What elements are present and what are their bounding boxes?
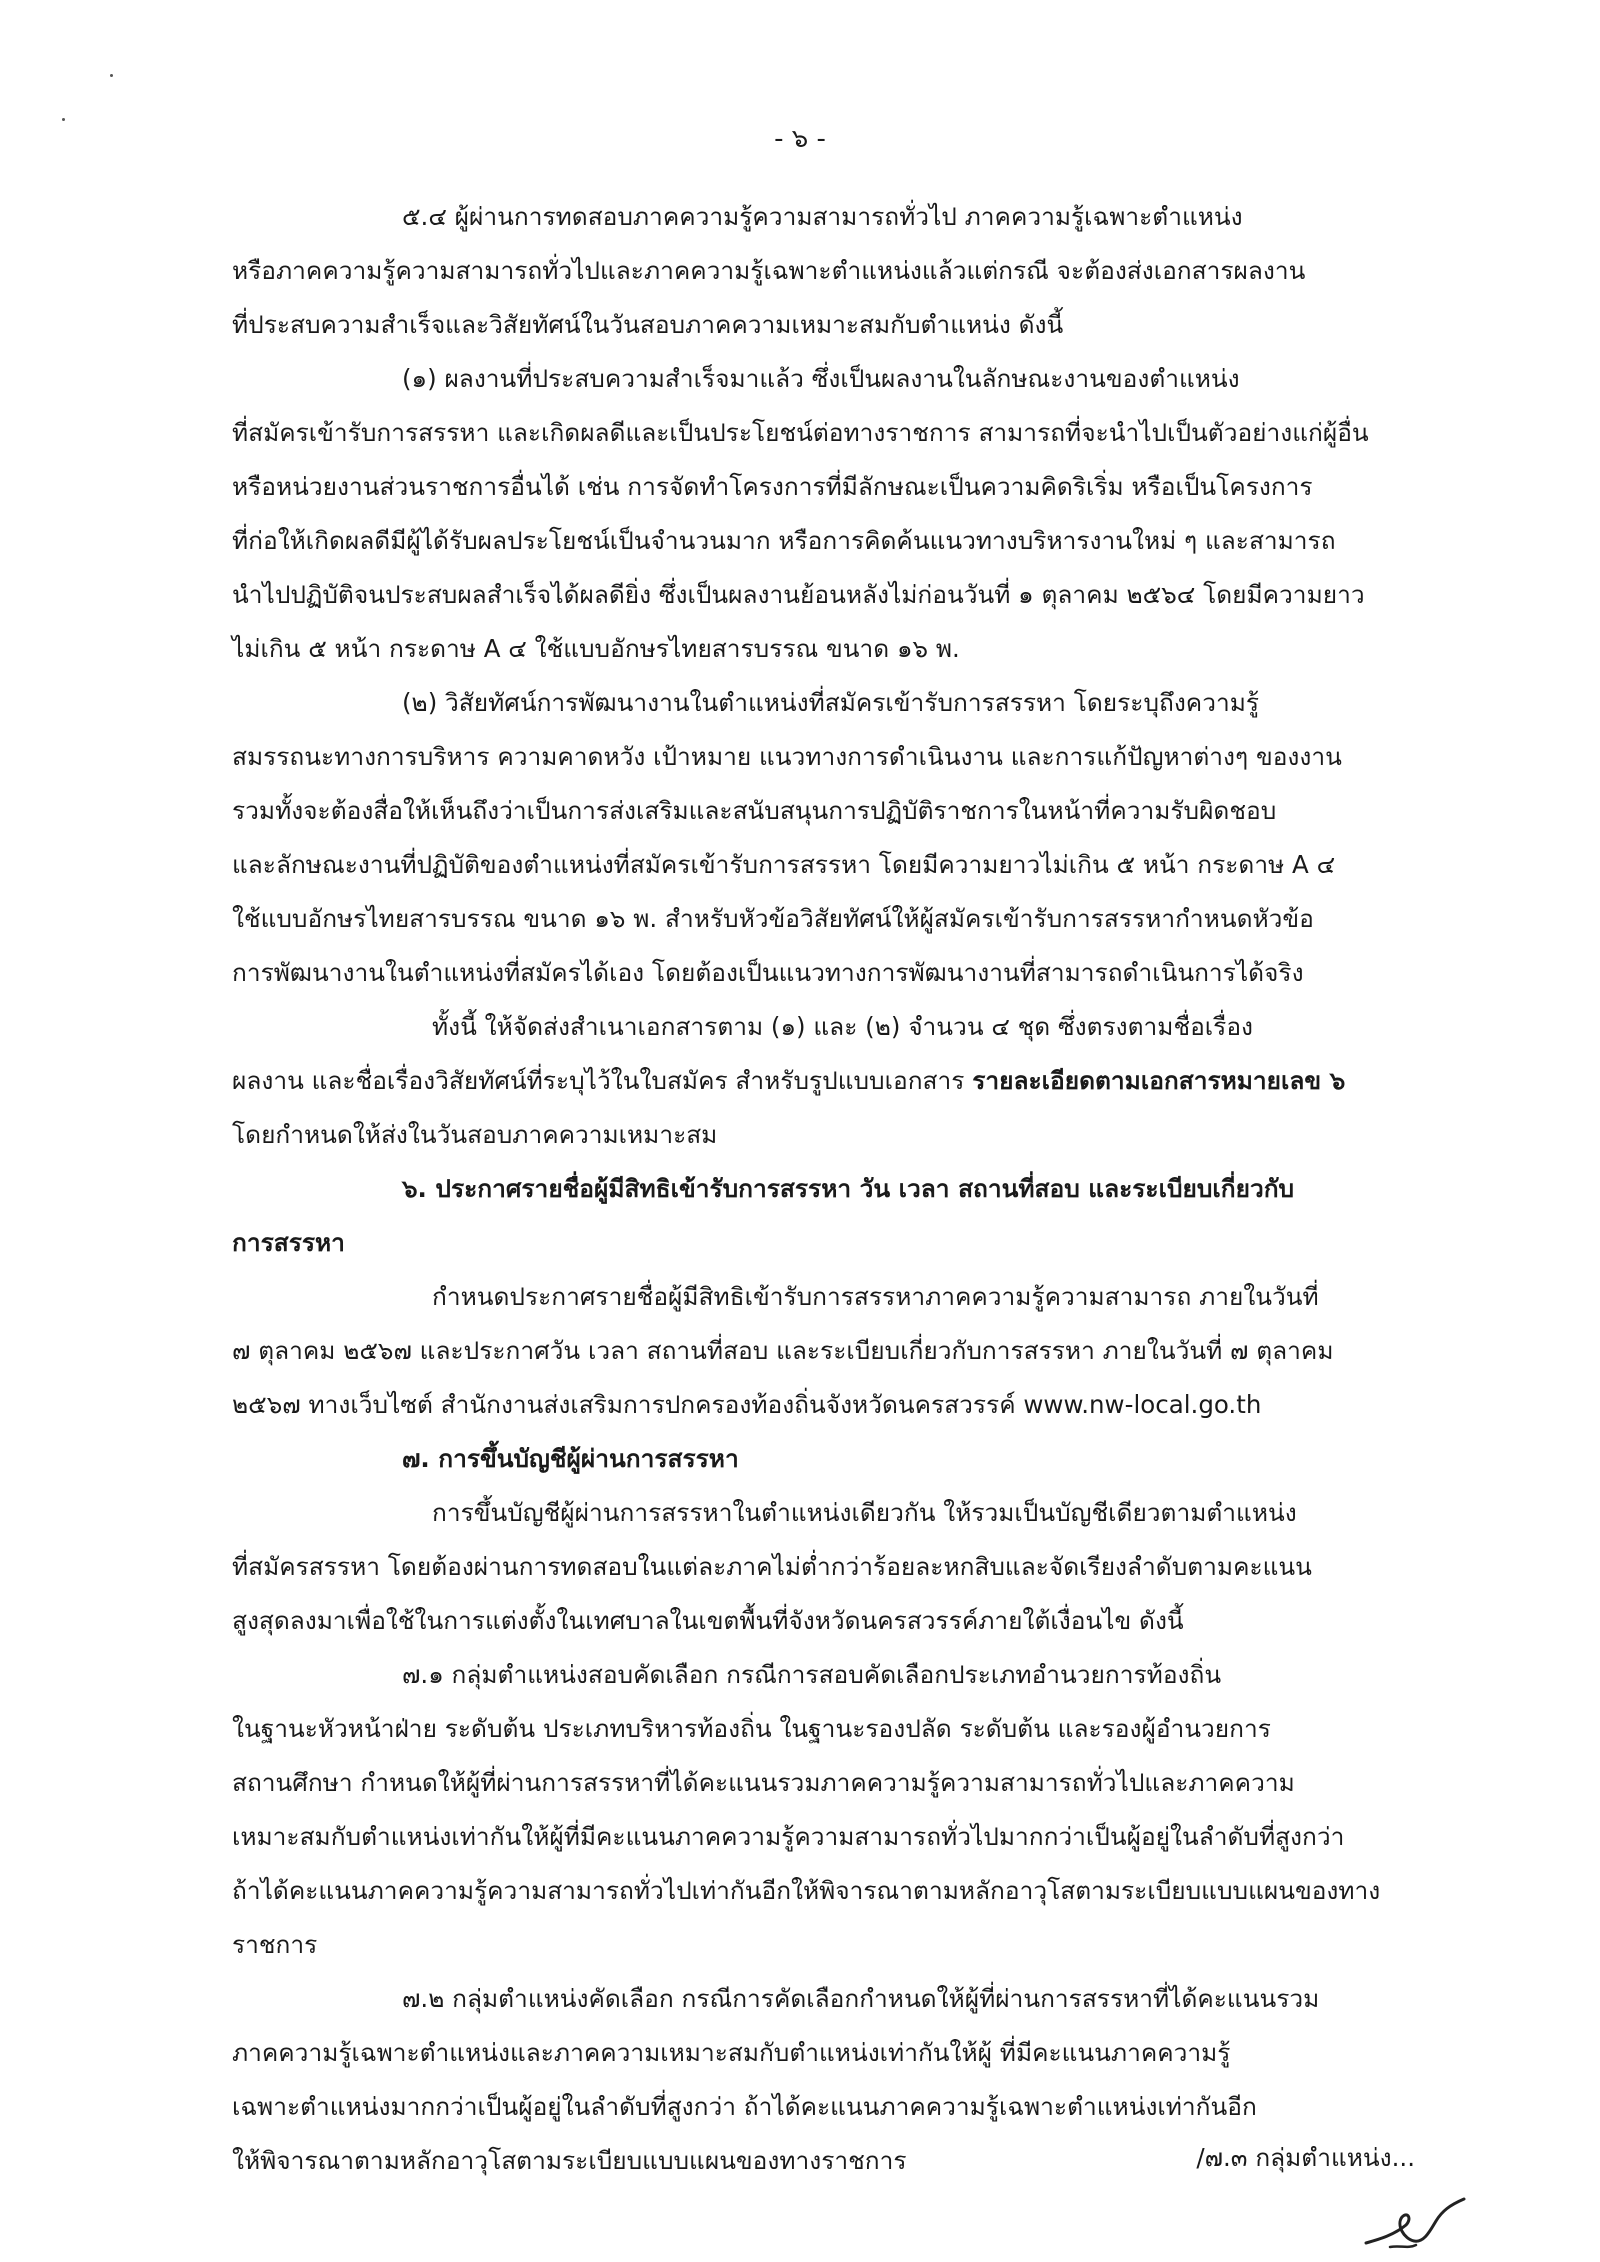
paragraph-line: ราชการ	[232, 1930, 318, 1959]
signature-initial	[1360, 2195, 1470, 2255]
section-heading-7: ๗. การขึ้นบัญชีผู้ผ่านการสรรหา	[402, 1444, 739, 1473]
paragraph-line: ๗.๒ กลุ่มตำแหน่งคัดเลือก กรณีการคัดเลือกกำหนดให้ผู้ที่ผ่านการสรรหาที่ได้คะแนนรวม	[402, 1984, 1320, 2013]
paragraph-line: สถานศึกษา กำหนดให้ผู้ที่ผ่านการสรรหาที่ได้คะแนนรวมภาคความรู้ความสามารถทั่วไปและภาคความ	[232, 1768, 1295, 1797]
paragraph-text: ผลงาน และชื่อเรื่องวิสัยทัศน์ที่ระบุไว้ในใบสมัคร สำหรับรูปแบบเอกสาร	[232, 1066, 965, 1095]
paragraph-line: ๗.๑ กลุ่มตำแหน่งสอบคัดเลือก กรณีการสอบคัดเลือกประเภทอำนวยการท้องถิ่น	[402, 1660, 1222, 1689]
document-reference-bold: รายละเอียดตามเอกสารหมายเลข ๖	[972, 1066, 1346, 1095]
paragraph-line: ทั้งนี้ ให้จัดส่งสำเนาเอกสารตาม (๑) และ (๒) จำนวน ๔ ชุด ซึ่งตรงตามชื่อเรื่อง	[432, 1012, 1254, 1041]
paragraph-line: หรือหน่วยงานส่วนราชการอื่นได้ เช่น การจัดทำโครงการที่มีลักษณะเป็นความคิดริเริ่ม หรือเป็นโครงการ	[232, 472, 1313, 501]
paragraph-line: ถ้าได้คะแนนภาคความรู้ความสามารถทั่วไปเท่ากันอีกให้พิจารณาตามหลักอาวุโสตามระเบียบแบบแผนของทาง	[232, 1876, 1381, 1905]
paragraph-line: นำไปปฏิบัติจนประสบผลสำเร็จได้ผลดียิ่ง ซึ่งเป็นผลงานย้อนหลังไม่ก่อนวันที่ ๑ ตุลาคม ๒๕๖๔ โดยมีความยาว	[232, 580, 1365, 609]
paragraph-line: รวมทั้งจะต้องสื่อให้เห็นถึงว่าเป็นการส่งเสริมและสนับสนุนการปฏิบัติราชการในหน้าที่ความรับผิดชอบ	[232, 796, 1277, 825]
paragraph-line: ๕.๔ ผู้ผ่านการทดสอบภาคความรู้ความสามารถทั่วไป ภาคความรู้เฉพาะตำแหน่ง	[402, 202, 1243, 231]
paragraph-line: การพัฒนางานในตำแหน่งที่สมัครได้เอง โดยต้องเป็นแนวทางการพัฒนางานที่สามารถดำเนินการได้จริง	[232, 958, 1304, 987]
paragraph-line: ไม่เกิน ๕ หน้า กระดาษ A ๔ ใช้แบบอักษรไทยสารบรรณ ขนาด ๑๖ พ.	[232, 634, 960, 663]
paragraph-line: ใช้แบบอักษรไทยสารบรรณ ขนาด ๑๖ พ. สำหรับหัวข้อวิสัยทัศน์ให้ผู้สมัครเข้ารับการสรรหากำหนดหัวข้อ	[232, 904, 1314, 933]
paragraph-line: ในฐานะหัวหน้าฝ่าย ระดับต้น ประเภทบริหารท้องถิ่น ในฐานะรองปลัด ระดับต้น และรองผู้อำนวยการ	[232, 1714, 1271, 1743]
paragraph-line: ๗ ตุลาคม ๒๕๖๗ และประกาศวัน เวลา สถานที่สอบ และระเบียบเกี่ยวกับการสรรหา ภายในวันที่ ๗ ตุลาคม	[232, 1336, 1334, 1365]
paragraph-line: ที่สมัครสรรหา โดยต้องผ่านการทดสอบในแต่ละภาคไม่ต่ำกว่าร้อยละหกสิบและจัดเรียงลำดับตามคะแนน	[232, 1552, 1312, 1581]
paragraph-line: เหมาะสมกับตำแหน่งเท่ากันให้ผู้ที่มีคะแนนภาคความรู้ความสามารถทั่วไปมากกว่าเป็นผู้อยู่ในลำดับที่สูงกว่า	[232, 1822, 1345, 1851]
paragraph-line: หรือภาคความรู้ความสามารถทั่วไปและภาคความรู้เฉพาะตำแหน่งแล้วแต่กรณี จะต้องส่งเอกสารผลงาน	[232, 256, 1306, 285]
paragraph-line: และลักษณะงานที่ปฏิบัติของตำแหน่งที่สมัครเข้ารับการสรรหา โดยมีความยาวไม่เกิน ๕ หน้า กระดาษ A ๔	[232, 850, 1336, 879]
paragraph-line: สมรรถนะทางการบริหาร ความคาดหวัง เป้าหมาย แนวทางการดำเนินงาน และการแก้ปัญหาต่างๆ ของงาน	[232, 742, 1342, 771]
document-body	[232, 190, 1432, 2188]
paragraph-line	[232, 1054, 1432, 1108]
paragraph-line: ให้พิจารณาตามหลักอาวุโสตามระเบียบแบบแผนของทางราชการ	[232, 2146, 907, 2175]
paragraph-line: (๒) วิสัยทัศน์การพัฒนางานในตำแหน่งที่สมัครเข้ารับการสรรหา โดยระบุถึงความรู้	[402, 688, 1260, 717]
paragraph-line: ภาคความรู้เฉพาะตำแหน่งและภาคความเหมาะสมกับตำแหน่งเท่ากันให้ผู้ ที่มีคะแนนภาคความรู้	[232, 2038, 1231, 2067]
paragraph-line: โดยกำหนดให้ส่งในวันสอบภาคความเหมาะสม	[232, 1120, 718, 1149]
paragraph-line: สูงสุดลงมาเพื่อใช้ในการแต่งตั้งในเทศบาลในเขตพื้นที่จังหวัดนครสวรรค์ภายใต้เงื่อนไข ดังนี้	[232, 1606, 1184, 1635]
page-number: - ๖ -	[774, 124, 826, 154]
paragraph-line: การขึ้นบัญชีผู้ผ่านการสรรหาในตำแหน่งเดียวกัน ให้รวมเป็นบัญชีเดียวตามตำแหน่ง	[432, 1498, 1297, 1527]
section-heading-6: ๖. ประกาศรายชื่อผู้มีสิทธิเข้ารับการสรรหา วัน เวลา สถานที่สอบ และระเบียบเกี่ยวกับ	[402, 1174, 1295, 1203]
paragraph-line: (๑) ผลงานที่ประสบความสำเร็จมาแล้ว ซึ่งเป็นผลงานในลักษณะงานของตำแหน่ง	[402, 364, 1240, 393]
paragraph-line: ๒๕๖๗ ทางเว็บไซต์ สำนักงานส่งเสริมการปกครองท้องถิ่นจังหวัดนครสวรรค์ www.nw-local.go.th	[232, 1390, 1262, 1419]
paragraph-line: ที่ประสบความสำเร็จและวิสัยทัศน์ในวันสอบภาคความเหมาะสมกับตำแหน่ง ดังนี้	[232, 310, 1064, 339]
scan-speck	[110, 74, 113, 77]
paragraph-line: ที่สมัครเข้ารับการสรรหา และเกิดผลดีและเป็นประโยชน์ต่อทางราชการ สามารถที่จะนำไปเป็นตัวอย่างแก่ผู้อื่น	[232, 418, 1369, 447]
paragraph-line: ที่ก่อให้เกิดผลดีมีผู้ได้รับผลประโยชน์เป็นจำนวนมาก หรือการคิดค้นแนวทางบริหารงานใหม่ ๆ และสามารถ	[232, 526, 1336, 555]
continuation-reference: /๗.๓ กลุ่มตำแหน่ง...	[1196, 2143, 1415, 2172]
section-heading-6-cont: การสรรหา	[232, 1228, 345, 1257]
paragraph-line: กำหนดประกาศรายชื่อผู้มีสิทธิเข้ารับการสรรหาภาคความรู้ความสามารถ ภายในวันที่	[432, 1282, 1319, 1311]
paragraph-line: เฉพาะตำแหน่งมากกว่าเป็นผู้อยู่ในลำดับที่สูงกว่า ถ้าได้คะแนนภาคความรู้เฉพาะตำแหน่งเท่ากันอีก	[232, 2092, 1257, 2121]
